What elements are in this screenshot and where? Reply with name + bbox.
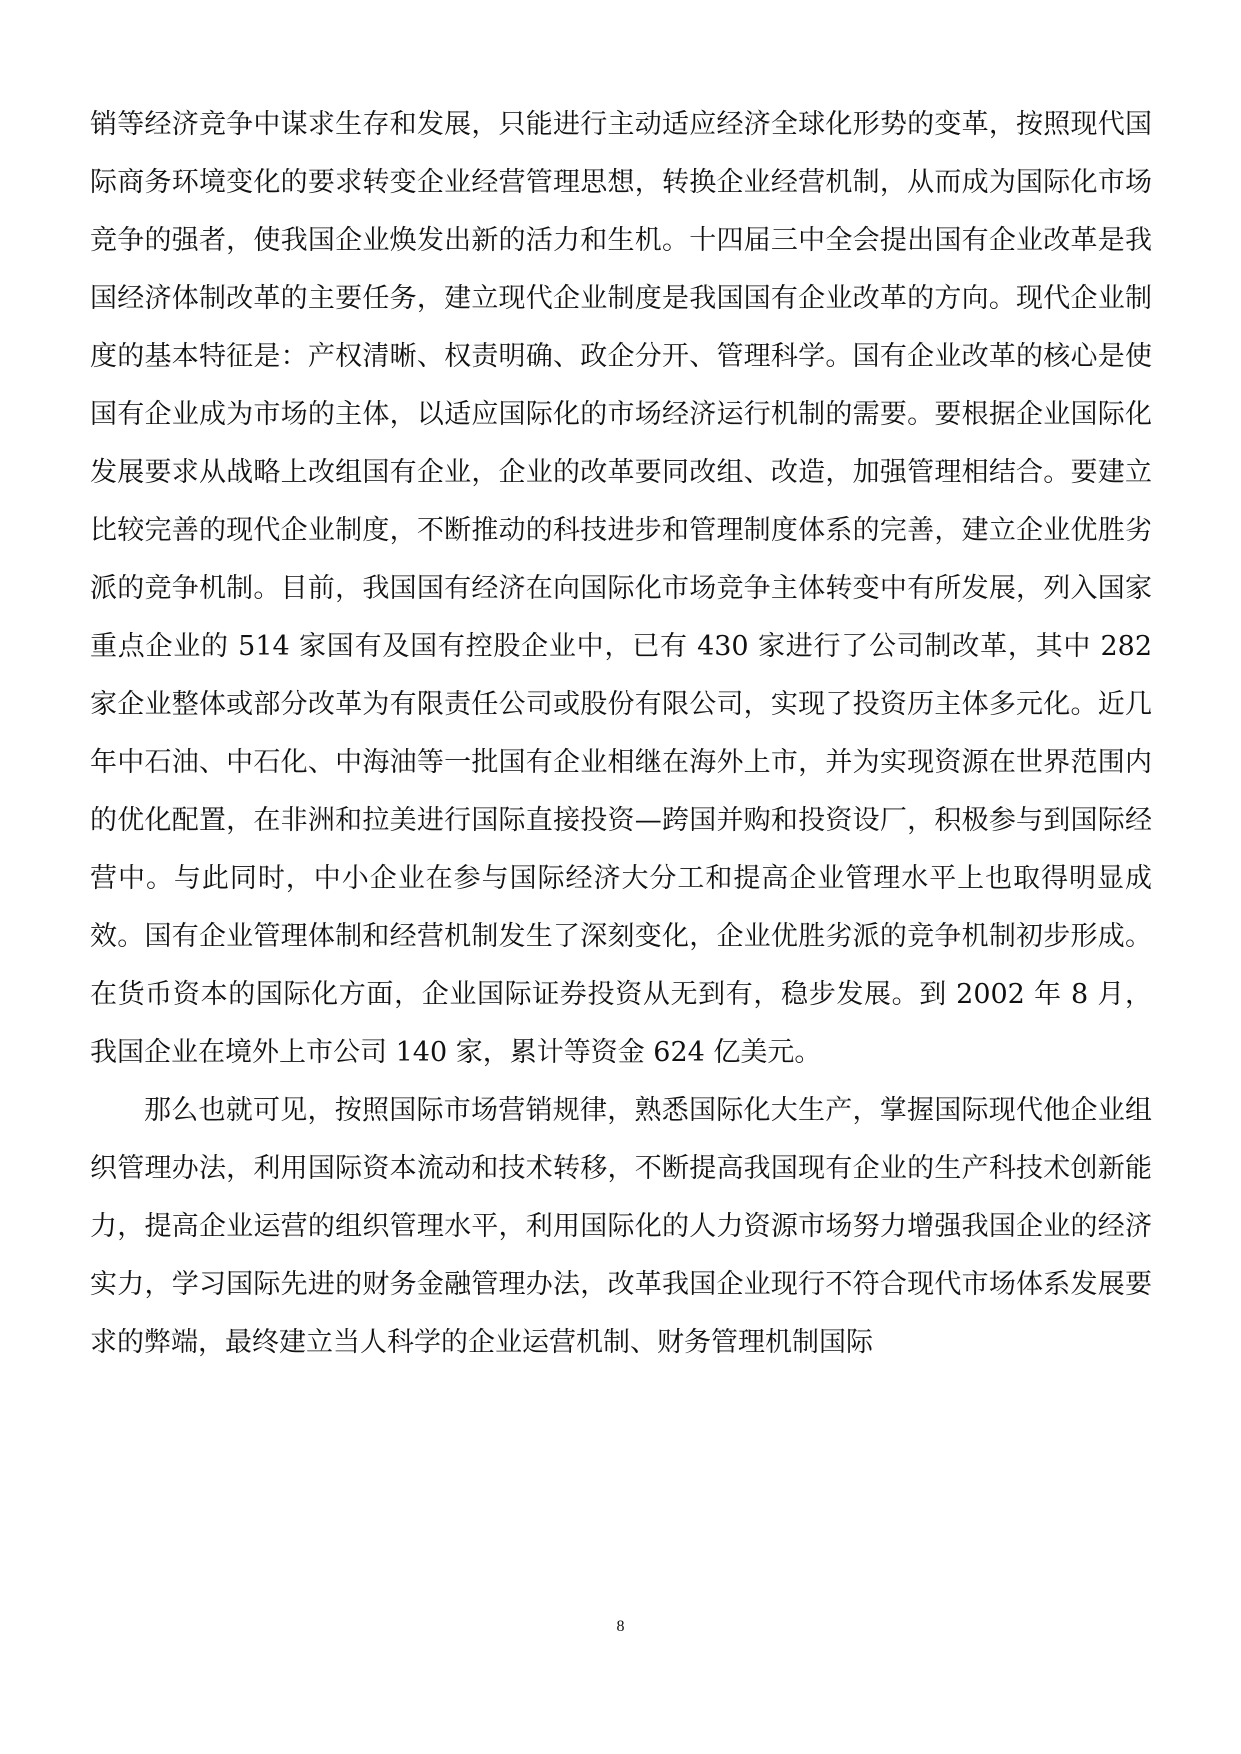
- body-text: [90, 96, 1152, 1372]
- paragraph: 那么也就可见，按照国际市场营销规律，熟悉国际化大生产，掌握国际现代他企业组织管理办法，利用国际资本流动和技术转移，不断提高我国现有企业的生产科技术创新能力，提高企业运营的组织管理水平，利用国际化的人力资源市场努力增强我国企业的经济实力，学习国际先进的财务金融管理办法，改革我国企业现行不符合现代市场体系发展要求的弊端，最终建立当人科学的企业运营机制、财务管理机制国际: [90, 1095, 1152, 1358]
- page-number: 8: [616, 1618, 625, 1635]
- paragraph-continuation: 销等经济竞争中谋求生存和发展，只能进行主动适应经济全球化形势的变革，按照现代国际商务环境变化的要求转变企业经营管理思想，转换企业经营机制，从而成为国际化市场竞争的强者，使我国企业焕发出新的活力和生机。十四届三中全会提出国有企业改革是我国经济体制改革的主要任务，建立现代企业制度是我国国有企业改革的方向。现代企业制度的基本特征是：产权清晰、权责明确、政企分开、管理科学。国有企业改革的核心是使国有企业成为市场的主体，以适应国际化的市场经济运行机制的需要。要根据企业国际化发展要求从战略上改组国有企业，企业的改革要同改组、改造，加强管理相结合。要建立比较完善的现代企业制度，不断推动的科技进步和管理制度体系的完善，建立企业优胜劣派的竞争机制。目前，我国国有经济在向国际化市场竞争主体转变中有所发展，列入国家重点企业的 514 家国有及国有控股企业中，已有 430 家进行了公司制改革，其中 282 家企业整体或部分改革为有限责任公司或股份有限公司，实现了投资历主体多元化。近几年中石油、中石化、中海油等一批国有企业相继在海外上市，并为实现资源在世界范围内的优化配置，在非洲和拉美进行国际直接投资—跨国并购和投资设厂，积极参与到国际经营中。与此同时，中小企业在参与国际经济大分工和提高企业管理水平上也取得明显成效。国有企业管理体制和经营机制发生了深刻变化，企业优胜劣派的竞争机制初步形成。在货币资本的国际化方面，企业国际证券投资从无到有，稳步发展。到 2002 年 8 月，我国企业在境外上市公司 140 家，累计等资金 624 亿美元。: [90, 109, 1152, 1068]
